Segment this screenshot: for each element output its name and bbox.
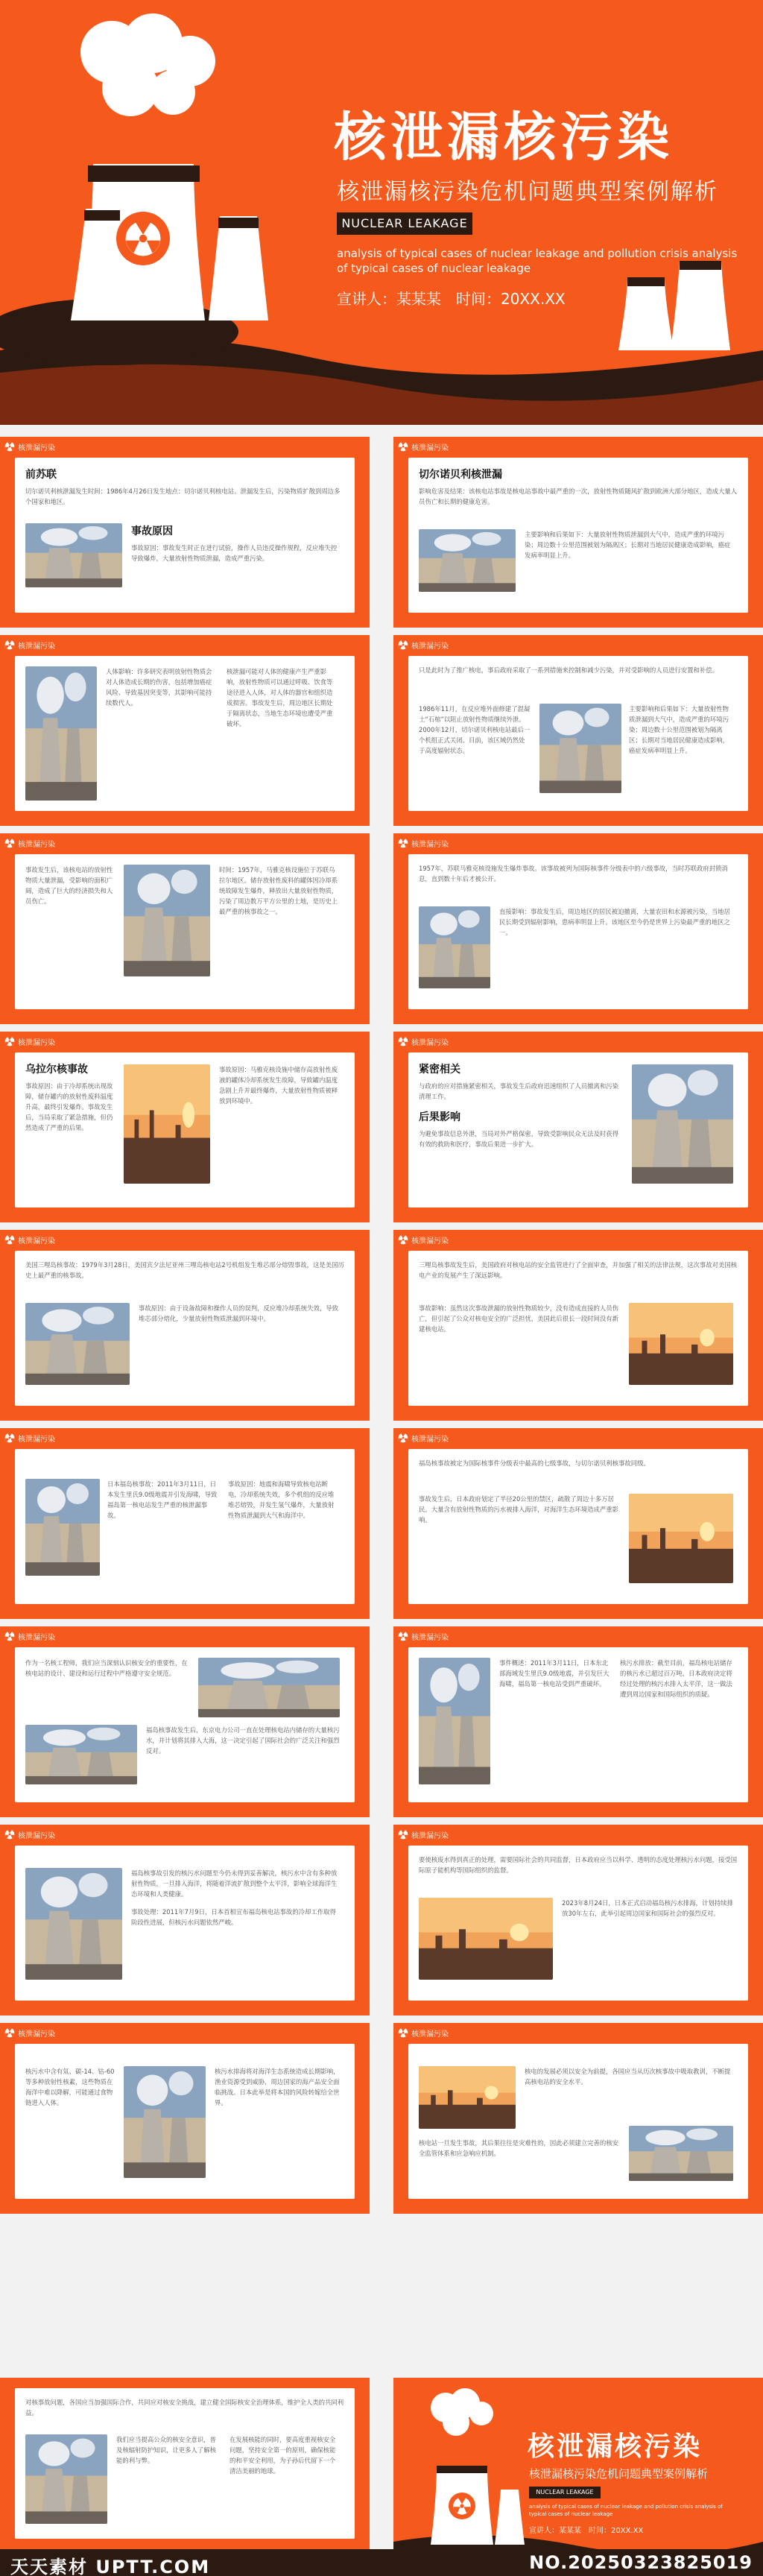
radiation-icon: [4, 2027, 15, 2038]
slide-text: 事故发生后，日本政府划定了半径20公里的禁区，疏散了周边十多万居民。大量含有放射性物质的污水被排入海洋，对海洋生态环境造成严重影响。: [419, 1495, 618, 1524]
slide-text-right: 主要影响和后果如下：大量放射性物质泄漏到大气中，造成严重的环境污染；周边数十公里范围被划为隔离区；长期对当地居民健康造成影响，癌症发病率明显上升。: [629, 705, 729, 754]
slide-4: [393, 635, 763, 826]
slide-11: [0, 1428, 370, 1619]
section-header: [4, 1828, 55, 1841]
photo-plant: [419, 1658, 490, 1784]
slide-heading: 乌拉尔核事故: [25, 1064, 88, 1076]
time-label: 时间：20XX.XX: [456, 290, 566, 308]
slide-text: 2023年8月24日，日本正式启动福岛核污水排海，计划持续排放30年左右，此举引起周边国家和国际社会的强烈反对。: [562, 1899, 733, 1917]
photo-plant: [539, 704, 621, 793]
slide-text: 福岛核事故发生后，东京电力公司一直在处理核电站内储存的大量核污水，并计划将其排入大海，这一决定引起了国际社会的广泛关注和强烈反对。: [146, 1726, 340, 1755]
slide-heading-2: 后果影响: [419, 1111, 460, 1123]
section-header: [398, 2026, 449, 2039]
photo-plant: [25, 1479, 100, 1576]
slide-1: [0, 437, 370, 628]
radiation-icon: [4, 1829, 15, 1840]
section-label: 核泄漏污染: [411, 642, 449, 651]
slide-15: [0, 1825, 370, 2015]
slide-card: [15, 1846, 355, 2001]
section-label: 核泄漏污染: [411, 1038, 449, 1047]
slide-text-right: 时间：1957年，马雅克核设施位于苏联乌拉尔地区。储存放射性废料的罐体因冷却系统故障发生爆炸，释放出大量放射性物质，污染了周边数万平方公里的土地，是历史上最严重的核事故之一。: [219, 866, 338, 915]
section-label: 核泄漏污染: [18, 642, 55, 651]
slide-18: [393, 2023, 763, 2214]
section-header: [398, 1629, 449, 1643]
slide-text: 直接影响：事故发生后，周边地区的居民被迫撤离，大量农田和水源被污染，当地居民长期受到辐射影响，患病率明显上升。该地区至今仍是世界上污染最严重的地区之一。: [499, 908, 730, 936]
slide-14: [393, 1626, 763, 1817]
slide-text: 影响危害及结果：该核电站事故是核电站事故中最严重的一次，放射性物质随风扩散到欧洲大部分地区，造成大量人员伤亡和长期的健康危害。: [419, 487, 738, 505]
radiation-icon: [398, 640, 408, 650]
ending-slide: [393, 2378, 763, 2576]
radiation-icon: [398, 1433, 408, 1443]
photo-plant: [25, 1303, 130, 1385]
section-label: 核泄漏污染: [411, 1633, 449, 1642]
ending-english-text: analysis of typical cases of nuclear leakage and pollution crisis analysis of typical cases of nuclear leakage: [529, 2504, 723, 2517]
slide-card: [408, 854, 748, 1009]
slide-card: [15, 458, 355, 613]
photo-plant: [25, 523, 122, 587]
slide-card: [408, 1846, 748, 2001]
slide-text-right: 核污水排放：截至目前，福岛核电站储存的核污水已超过百万吨，日本政府决定将经过处理的核污水排入太平洋，这一做法遭到周边国家和国际组织的质疑。: [620, 1659, 732, 1698]
cover-tag: NUCLEAR LEAKAGE: [337, 212, 472, 235]
radiation-icon: [4, 1036, 15, 1046]
slide-text-top: 作为一名核工程师，我们应当深刻认识核安全的重要性，在核电站的设计、建设和运行过程中严格遵守安全规范。: [25, 1659, 188, 1677]
radiation-icon: [398, 1631, 408, 1641]
cover-presenter: [337, 287, 580, 309]
slide-17: [0, 2023, 370, 2214]
slide-text: 切尔诺贝利核泄漏发生时间：1986年4月26日发生地点：切尔诺贝利核电站。泄漏发生后，污染物质扩散到周边多个国家和地区。: [25, 487, 341, 505]
photo-city: [419, 2066, 516, 2129]
photo-plant-2: [25, 1725, 137, 1784]
ending-tag: NUCLEAR LEAKAGE: [529, 2487, 601, 2498]
slide-9: [0, 1230, 370, 1421]
slide-card: [15, 1449, 355, 1604]
slide-heading-1: 紧密相关: [419, 1064, 460, 1076]
section-header: [398, 836, 449, 850]
slide-card: [408, 1052, 748, 1208]
photo-plant: [25, 2434, 107, 2524]
photo-plant: [629, 2126, 733, 2181]
photo-city: [124, 1064, 210, 1184]
slide-text: 1986年11月，在反应堆外面修建了混凝土“石棺”以阻止放射性物质继续外泄。2000年12月，切尔诺贝利核电站最后一个机组正式关闭。目前，该区域仍然处于高度辐射状态。: [419, 705, 531, 754]
time-label: 时间：20XX.XX: [589, 2527, 644, 2535]
slide-12: [393, 1428, 763, 1619]
cover-title: 核泄漏核污染: [334, 107, 674, 168]
radiation-icon: [4, 1433, 15, 1443]
section-header: [398, 1035, 449, 1048]
section-header: [4, 836, 55, 850]
slide-card: [15, 854, 355, 1009]
slide-text-right: 核泄漏可能对人体的健康产生严重影响，放射性物质可以通过呼吸、饮食等途径进入人体，对人体的器官和组织造成损害。事故发生后，周边地区长期处于隔离状态，当地生态环境也遭受严重破坏。: [227, 668, 333, 727]
section-header: [4, 1431, 55, 1445]
slide-text: 事故原因：由于设备故障和操作人员的误判，反应堆冷却系统失效，导致堆芯部分熔化，少量放射性物质泄漏到环境中。: [139, 1304, 338, 1322]
slide-text: 核电站一旦发生事故，其后果往往是灾难性的，因此必须建立完善的核安全监管体系和应急响应机制。: [419, 2139, 618, 2157]
slide-card: [408, 1647, 748, 1802]
section-header: [4, 2026, 55, 2039]
radiation-icon: [398, 1234, 408, 1245]
slide-text-top: 核电的发展必须以安全为前提，各国应当从历次核事故中吸取教训，不断提高核电站的安全水平。: [525, 2068, 731, 2086]
radiation-icon: [398, 1829, 408, 1840]
photo-plant: [198, 1658, 340, 1717]
section-label: 核泄漏污染: [18, 1237, 55, 1246]
section-label: 核泄漏污染: [18, 1633, 55, 1642]
section-header: [398, 1828, 449, 1841]
section-label: 核泄漏污染: [18, 2030, 55, 2039]
slide-card: [15, 2388, 355, 2539]
slide-heading: 切尔诺贝利核泄漏: [419, 469, 502, 481]
slide-card: [15, 2044, 355, 2199]
slide-text-left: 人体影响：许多研究表明放射性物质会对人体造成长期的伤害，包括增加癌症风险、导致基因突变等，其影响可能持续数代人。: [106, 668, 212, 707]
section-label: 核泄漏污染: [18, 1435, 55, 1444]
slide-card: [408, 1251, 748, 1406]
photo-plant: [419, 529, 516, 592]
slide-text-top: 要使核废水得到真正的处理，需要国际社会的共同监督，日本政府应当以科学、透明的态度处理核污水问题，接受国际原子能机构等国际组织的监督。: [419, 1856, 738, 1874]
slide-text-2: 事故处理：2011年7月9日，日本首相宣布福岛核电站事故的冷却工作取得阶段性进展，但核污水问题依然严峻。: [131, 1908, 336, 1926]
slide-subtext: 事故原因：事故发生时正在进行试验，操作人员违反操作规程，反应堆失控导致爆炸，大量放射性物质泄漏，造成严重污染。: [131, 544, 338, 562]
slide-card: [15, 1052, 355, 1208]
watermark-footer: [0, 2549, 763, 2576]
radiation-icon: [4, 838, 15, 848]
section-header: [398, 1233, 449, 1246]
photo-city: [629, 1494, 733, 1583]
slide-text-2: 为避免事故信息外泄，当局对外严格保密，导致受影响民众无法及时获得有效的救助和医疗，事故后果进一步扩大。: [419, 1130, 618, 1148]
radiation-icon: [4, 441, 15, 452]
section-label: 核泄漏污染: [411, 443, 449, 452]
section-label: 核泄漏污染: [18, 840, 55, 849]
slide-text: 福岛核事故引发的核污水问题至今仍未得到妥善解决，核污水中含有多种放射性物质，一旦排入海洋，将随着洋流扩散到整个太平洋，影响全球海洋生态环境和人类健康。: [131, 1869, 338, 1898]
section-label: 核泄漏污染: [411, 2030, 449, 2039]
section-label: 核泄漏污染: [18, 1038, 55, 1047]
slide-3: [0, 635, 370, 826]
slide-text-1: 与政府的应对措施紧密相关，事故发生后政府迅速组织了人员撤离和污染清理工作。: [419, 1082, 618, 1100]
footer-brand: 天天素材 UPTT.COM: [10, 2557, 211, 2576]
slide-card: [408, 1449, 748, 1604]
radiation-icon: [398, 441, 408, 452]
slide-5: [0, 833, 370, 1024]
section-label: 核泄漏污染: [18, 443, 55, 452]
slide-card: [15, 1647, 355, 1802]
ending-title: 核泄漏核污染: [528, 2431, 703, 2462]
photo-city: [419, 1898, 553, 1980]
slide-text-right: 事故原因：马雅克核设施中储存高放射性废液的罐体冷却系统发生故障，导致罐内温度急剧上升并最终爆炸，大量放射性物质被释放到环境中。: [219, 1066, 338, 1105]
cover-subtitle: 核泄漏核污染危机问题典型案例解析: [337, 179, 718, 205]
slide-16: [393, 1825, 763, 2015]
ending-subtitle: 核泄漏核污染危机问题典型案例解析: [529, 2467, 709, 2481]
slide-subheading: 事故原因: [131, 525, 173, 537]
section-header: [398, 1431, 449, 1445]
slide-text-top: 1957年，苏联马雅克核设施发生爆炸事故。该事故被列为国际核事件分级表中的六级事故，当时苏联政府封锁消息，直到数十年后才被公开。: [419, 865, 728, 883]
slide-text-left: 我们应当提高公众的核安全意识，普及核辐射防护知识，让更多人了解核能的利与弊。: [116, 2436, 216, 2464]
slide-13: [0, 1626, 370, 1817]
radiation-icon: [398, 838, 408, 848]
cover-english-text: analysis of typical cases of nuclear leakage and pollution crisis analysis of typical cases of nuclear leakage: [337, 247, 738, 275]
cover-slide: [0, 0, 763, 425]
section-header: [4, 440, 55, 453]
photo-plant: [419, 906, 490, 988]
radiation-icon: [398, 1036, 408, 1046]
slide-7: [0, 1032, 370, 1222]
slide-text-2: 主要影响和后果如下：大量放射性物质泄漏到大气中，造成严重的环境污染；周边数十公里范围被划为隔离区；长期对当地居民健康造成影响，癌症发病率明显上升。: [525, 531, 731, 559]
slide-text-right: 核污水排海将对海洋生态系统造成长期影响，渔业资源受到威胁，周边国家的海产品安全面临挑战。日本此举是将本国的风险转嫁给全世界。: [215, 2068, 340, 2106]
presenter-label: 宣讲人：某某某: [337, 290, 441, 308]
slide-6: [393, 833, 763, 1024]
slide-2: [393, 437, 763, 628]
slide-text-right: 在发展核能的同时，要高度重视核安全问题，坚持安全第一的原则，确保核能的和平安全利用，为子孙后代留下一个清洁美丽的地球。: [229, 2436, 336, 2475]
radiation-icon: [398, 2027, 408, 2038]
section-label: 核泄漏污染: [18, 1831, 55, 1840]
slide-text-top: 美国三哩岛核事故：1979年3月28日，美国宾夕法尼亚州三哩岛核电站2号机组发生堆芯部分熔毁事故，这是美国历史上最严重的核事故。: [25, 1261, 344, 1279]
photo-plant: [124, 2066, 206, 2178]
radiation-icon: [4, 1631, 15, 1641]
slide-card: [15, 1251, 355, 1406]
section-label: 核泄漏污染: [411, 1435, 449, 1444]
slide-text-right: 事故原因：地震和海啸导致核电站断电，冷却系统失效，多个机组的反应堆堆芯熔毁，并发生氢气爆炸，大量放射性物质泄漏到大气和海洋中。: [228, 1480, 335, 1519]
section-header: [398, 440, 449, 453]
slide-heading: 前苏联: [25, 469, 57, 481]
section-header: [4, 1233, 55, 1246]
footer-number: NO.20250323825019: [529, 2552, 753, 2573]
section-header: [4, 1629, 55, 1643]
slide-text-top: 对核事故问题，各国应当加强国际合作，共同应对核安全挑战，建立健全国际核安全治理体系，维护全人类的共同利益。: [25, 2399, 344, 2416]
section-header: [4, 1035, 55, 1048]
ending-presenter: [529, 2524, 650, 2535]
section-header: [4, 638, 55, 651]
section-label: 核泄漏污染: [411, 1237, 449, 1246]
radiation-icon: [4, 1234, 15, 1245]
slide-8: [393, 1032, 763, 1222]
slide-19: [0, 2378, 370, 2549]
slide-text-left: 事件概述：2011年3月11日，日本东北部海域发生里氏9.0级地震，并引发巨大海啸，福岛第一核电站受到严重破坏。: [499, 1659, 610, 1688]
slide-text: 事故原因：由于冷却系统出现故障，储存罐内的放射性废料温度升高，最终引发爆炸。事故发生后，当局采取了紧急措施，但仍然造成了严重的后果。: [25, 1082, 113, 1131]
slide-text-left: 核污水中含有氚、碳-14、钴-60等多种放射性核素，这些物质在海洋中难以降解，可能通过食物链进入人体。: [25, 2068, 115, 2106]
slide-text-top: 三哩岛核事故发生后，美国政府对核电站的安全监管进行了全面审查，并加强了相关的法律法规，这次事故对美国核电产业的发展产生了深远影响。: [419, 1261, 738, 1279]
photo-plant: [632, 1064, 733, 1184]
photo-smoke: [25, 1868, 122, 1980]
slide-text-top: 只是此时为了推广核电，事后政府采取了一系列措施来控制和减少污染，并对受影响的人员进行安置和补偿。: [419, 666, 718, 674]
slide-text-left: 事故发生后，该核电站的放射性物质大量泄漏，受影响的面积广阔，造成了巨大的经济损失和人员伤亡。: [25, 866, 113, 905]
slide-text-top: 福岛核事故被定为国际核事件分级表中最高的七级事故，与切尔诺贝利核事故同级。: [419, 1459, 650, 1467]
slide-text: 事故影响：虽然这次事故泄漏的放射性物质较少，没有造成直接的人员伤亡，但引起了公众对核电安全的广泛担忧，美国此后很长一段时间没有新建核电站。: [419, 1304, 618, 1333]
radiation-icon: [4, 640, 15, 650]
photo-plant: [25, 666, 97, 801]
slide-card: [408, 656, 748, 811]
photo-smoke: [124, 865, 210, 976]
slide-text-left: 日本福岛核事故：2011年3月11日，日本发生里氏9.0级地震并引发海啸，导致福岛第一核电站发生严重的核泄漏事故。: [107, 1480, 218, 1519]
slide-card: [408, 2044, 748, 2199]
presenter-label: 宣讲人：某某某: [529, 2527, 581, 2535]
section-header: [398, 638, 449, 651]
section-label: 核泄漏污染: [411, 840, 449, 849]
slide-10: [393, 1230, 763, 1421]
photo-city: [629, 1303, 733, 1385]
section-label: 核泄漏污染: [411, 1831, 449, 1840]
slide-card: [15, 656, 355, 811]
slide-card: [408, 458, 748, 613]
